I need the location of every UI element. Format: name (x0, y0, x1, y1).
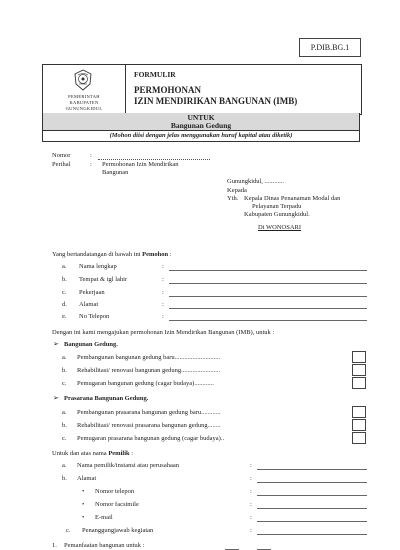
pemohon-field-label: Pekerjaan (79, 289, 105, 296)
owner-b-letter: b. (62, 475, 67, 482)
pemanfaatan-label: Pemanfaatan bangunan untuk : (64, 542, 145, 549)
pemohon-field-colon: : (162, 263, 164, 270)
pemohon-field-letter: c. (62, 289, 67, 296)
prasarana-heading: Prasarana Bangunan Gedung. (64, 395, 149, 402)
agency-line-1: PEMERINTAH (68, 94, 100, 99)
untuk-label: UNTUK (187, 113, 215, 122)
title-line-2: IZIN MENDIRIKAN BANGUNAN (IMB) (134, 96, 298, 106)
option-text: Pembangunan bangunan gedung baru............................ (77, 354, 221, 361)
nomor-label: Nomor (52, 152, 71, 159)
nomor-colon: : (90, 152, 92, 159)
bullet-icon: • (82, 488, 85, 495)
checkbox-prasarana-renovasi[interactable] (352, 419, 366, 431)
arrow-bullet-icon: ➢ (53, 394, 59, 402)
option-letter: a. (62, 409, 67, 416)
request-intro: Dengan ini kami mengajukan permohonan Izin Mendirikan Bangunan (IMB), untuk : (52, 329, 275, 336)
pemohon-field-letter: d. (62, 301, 67, 308)
option-text: Rehabilitasi/ renovasi bangunan gedung........................ (77, 367, 221, 374)
owner-c-letter: c. (66, 527, 71, 534)
tempat-tgl-lahir-field[interactable] (169, 283, 367, 284)
owner-colon: : (250, 527, 252, 534)
kepada-label: Kepada (227, 187, 247, 194)
checkbox-prasarana-baru[interactable] (352, 406, 366, 418)
perihal-line-2: Bangunan (102, 169, 129, 176)
untuk-banner (42, 113, 360, 131)
option-text: Rehabilitasi/ renovasi prasarana bangunan gedung........ (77, 422, 221, 429)
option-text: Pemugaran prasarana bangunan gedung (cagar budaya).. (77, 435, 225, 442)
alamat-field[interactable] (169, 308, 367, 309)
pemohon-field-letter: b. (62, 276, 67, 283)
option-text: Pembangunan prasarana bangunan gedung baru............ (77, 409, 221, 416)
regency-seal-icon (72, 69, 94, 91)
pemohon-field-label: Nama lengkap (79, 263, 117, 270)
owner-c-label: Penanggungjawab kegiatan (82, 527, 154, 534)
yth-label: Yth. (227, 195, 239, 202)
owner-colon: : (250, 475, 252, 482)
arrow-bullet-icon: ➢ (53, 340, 59, 348)
owner-bullet-label: Nomor telepon (95, 488, 135, 495)
pekerjaan-field[interactable] (169, 296, 367, 297)
addressee-line-1: Kepala Dinas Penanaman Modal dan (244, 195, 341, 202)
owner-b-label: Alamat (77, 475, 97, 482)
option-letter: b. (62, 367, 67, 374)
email-pemilik-field[interactable] (257, 521, 367, 522)
option-letter: b. (62, 422, 67, 429)
pemohon-field-colon: : (162, 301, 164, 308)
document-code: P.DIB.BG.1 (299, 38, 361, 57)
owner-colon: : (250, 462, 252, 469)
option-letter: a. (62, 354, 67, 361)
checkbox-gedung-renovasi[interactable] (352, 364, 366, 376)
checkbox-prasarana-pemugaran[interactable] (352, 432, 366, 444)
penanggungjawab-field[interactable] (257, 534, 367, 535)
bullet-icon: • (82, 501, 85, 508)
owner-intro-colon: : (129, 450, 134, 457)
bangunan-gedung-heading: Bangunan Gedung. (64, 341, 118, 348)
addressee-line-2: Pelayanan Terpadu (252, 203, 302, 210)
owner-intro-text: Untuk dan atas nama (52, 450, 109, 457)
checkbox-gedung-pemugaran[interactable] (352, 377, 366, 389)
agency-line-3: GUNUNGKIDUL (65, 106, 103, 111)
pemohon-field-colon: : (162, 313, 164, 320)
pemohon-field-letter: e. (62, 313, 67, 320)
option-letter: c. (62, 435, 67, 442)
owner-bullet-label: Nomor facsimile (95, 501, 139, 508)
pemohon-field-colon: : (162, 276, 164, 283)
formulir-label: FORMULIR (134, 70, 176, 79)
owner-a-label: Nama pemilik/instansi atau perusahaan (77, 462, 179, 469)
facsimile-pemilik-field[interactable] (257, 508, 367, 509)
checkbox-gedung-baru[interactable] (352, 351, 366, 363)
owner-colon: : (250, 501, 252, 508)
perihal-line-1: Permohonan Izin Mendirikan (102, 161, 179, 168)
option-letter: c. (62, 380, 67, 387)
pemohon-intro (52, 251, 172, 258)
untuk-value: Bangunan Gedung (170, 121, 232, 130)
title-cell (126, 65, 361, 114)
form-header (42, 64, 362, 115)
nama-lengkap-field[interactable] (169, 270, 367, 271)
perihal-label: Perihal (52, 161, 71, 168)
agency-line-2: KABUPATEN (69, 100, 99, 105)
pemohon-intro-bold: Pemohon (142, 251, 169, 258)
title-line-1: PERMOHONAN (134, 85, 201, 95)
pemohon-field-label: No Telepon (79, 313, 110, 320)
telepon-pemilik-field[interactable] (257, 495, 367, 496)
owner-bullet-label: E-mail (95, 514, 113, 521)
addressee-line-3: Kabupaten Gunungkidul. (244, 211, 310, 218)
pemanfaatan-num: 1. (52, 542, 57, 549)
no-telepon-field[interactable] (169, 320, 367, 321)
owner-a-letter: a. (62, 462, 67, 469)
logo-cell (43, 65, 126, 114)
fill-instruction: (Mohon diisi dengan jelas menggunakan huruf kapital atau diketik) (42, 131, 360, 142)
pemohon-field-label: Tempat & tgl lahir (79, 276, 128, 283)
nomor-field[interactable] (98, 159, 210, 160)
alamat-pemilik-field[interactable] (257, 482, 367, 483)
pemohon-field-colon: : (162, 289, 164, 296)
place-date: Gunungkidul, ............ (227, 178, 285, 185)
nama-pemilik-field[interactable] (257, 469, 367, 470)
owner-intro-bold: Pemilik (108, 450, 130, 457)
pemohon-field-label: Alamat (79, 301, 99, 308)
owner-colon: : (250, 514, 252, 521)
option-text: Pemugaran bangunan gedung (cagar budaya)............ (77, 380, 214, 387)
pemohon-intro-text: Yang bertandatangan di bawah ini (52, 251, 143, 258)
bullet-icon: • (82, 514, 85, 521)
addressee-city: Di WONOSARI (258, 224, 302, 231)
pemohon-field-letter: a. (62, 263, 67, 270)
perihal-colon: : (90, 161, 92, 168)
owner-colon: : (250, 488, 252, 495)
owner-intro (52, 450, 133, 457)
pemohon-intro-colon: : (168, 251, 172, 258)
